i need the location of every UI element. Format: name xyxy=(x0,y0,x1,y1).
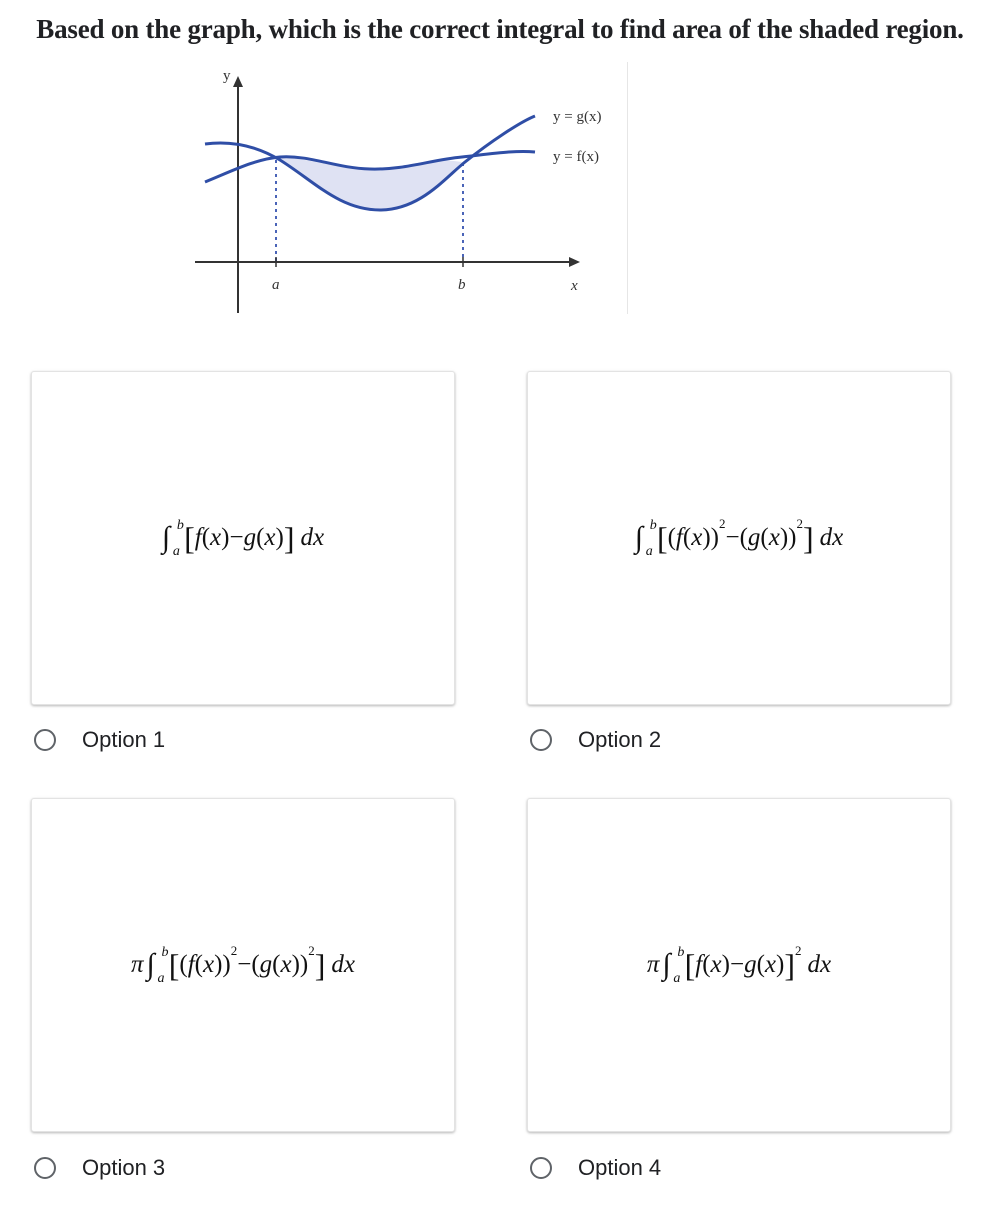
y-axis-label: y xyxy=(223,68,231,84)
option-4-radio[interactable] xyxy=(530,1157,552,1179)
label-a: a xyxy=(272,277,280,293)
curve-f-label: y = f(x) xyxy=(553,149,599,165)
option-2-radio[interactable] xyxy=(530,729,552,751)
option-1-card[interactable] xyxy=(31,371,455,705)
option-3-radio[interactable] xyxy=(34,1157,56,1179)
graph-figure xyxy=(190,60,635,320)
option-4-card[interactable] xyxy=(527,798,951,1132)
label-b: b xyxy=(458,277,466,293)
option-3-radio-row[interactable] xyxy=(34,1155,165,1181)
option-1-radio-row[interactable] xyxy=(34,727,165,753)
curve-g-label: y = g(x) xyxy=(553,109,602,125)
question-title: Based on the graph, which is the correct integral to find area of the shaded region. xyxy=(36,14,964,44)
option-4-radio-row[interactable] xyxy=(530,1155,661,1181)
option-1-formula: ∫ b a [ f ( x ) − g ( x ) ] dx xyxy=(161,518,325,559)
integral-symbol: ∫ b a xyxy=(146,945,169,986)
option-1-label: Option 1 xyxy=(82,727,166,752)
graph-svg xyxy=(190,60,635,320)
y-axis-arrow xyxy=(233,76,243,87)
x-axis-label: x xyxy=(571,278,578,294)
integral-symbol: ∫ b a xyxy=(662,945,685,986)
option-2-label: Option 2 xyxy=(578,727,662,752)
option-1-radio[interactable] xyxy=(34,729,56,751)
option-4-formula: π ∫ b a [ f ( x ) − g ( x ) ] 2 dx xyxy=(646,943,832,986)
integral-symbol: ∫ b a xyxy=(161,518,184,559)
option-3-card[interactable] xyxy=(31,798,455,1132)
shaded-region xyxy=(275,157,462,210)
option-3-formula: π ∫ b a [ ( f ( x )) 2 −( g ( x )) 2 ] dx xyxy=(130,943,356,986)
graph-divider xyxy=(627,62,628,314)
option-2-radio-row[interactable] xyxy=(530,727,661,753)
option-2-formula: ∫ b a [ ( f ( x )) 2 −( g ( x )) 2 ] dx xyxy=(634,516,844,559)
option-3-label: Option 3 xyxy=(82,1155,166,1180)
option-4-label: Option 4 xyxy=(578,1155,662,1180)
x-axis-arrow xyxy=(569,257,580,267)
option-2-card[interactable] xyxy=(527,371,951,705)
integral-symbol: ∫ b a xyxy=(634,518,657,559)
